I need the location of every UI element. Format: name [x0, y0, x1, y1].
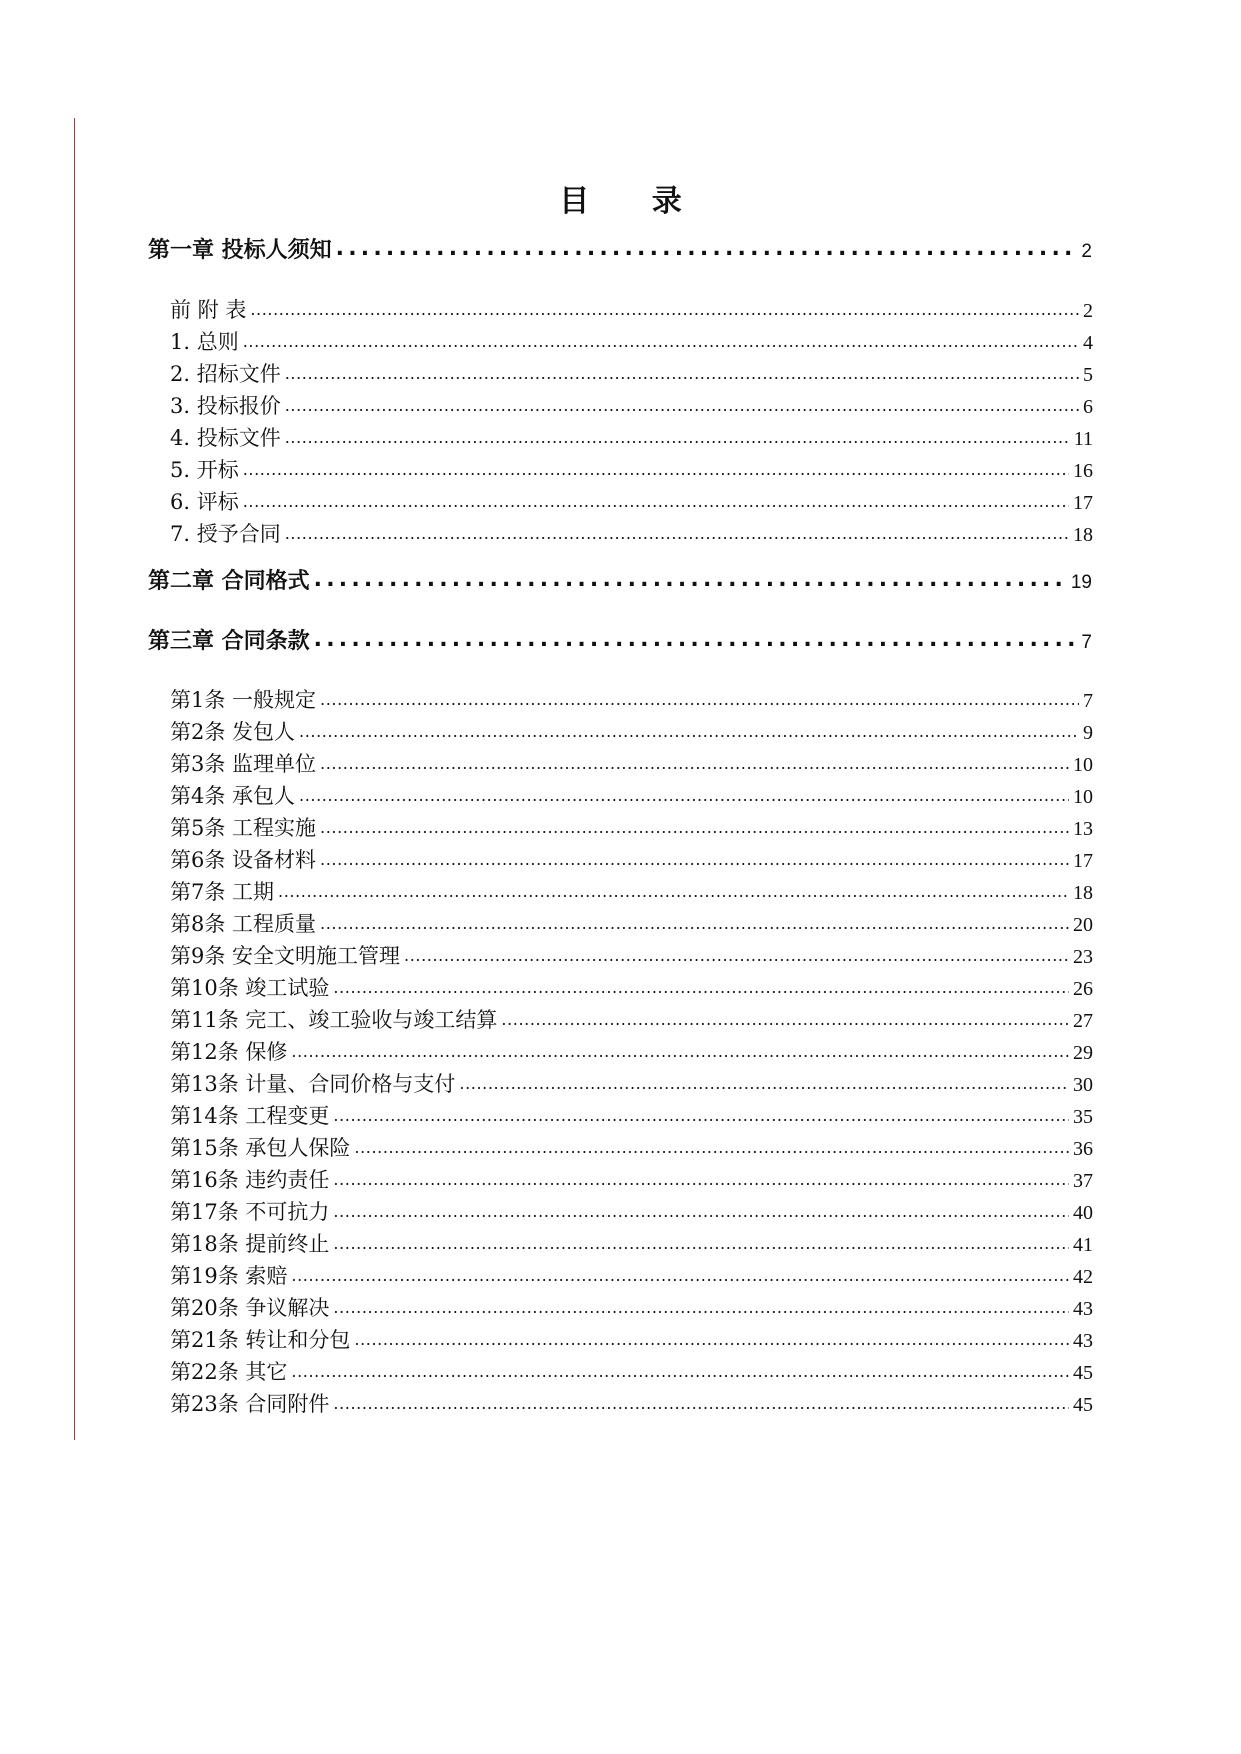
- toc-entry-label: 1. 总则: [170, 330, 239, 354]
- toc-entry-label: 第3条 监理单位: [170, 752, 317, 776]
- toc-entry-label: 2. 招标文件: [170, 362, 281, 386]
- toc-entry-label: 第19条 索赔: [170, 1264, 288, 1288]
- toc-page-number: 45: [1073, 1394, 1093, 1416]
- toc-entry[interactable]: [170, 1036, 1093, 1066]
- toc-entry-label: 第6条 设备材料: [170, 848, 317, 872]
- toc-entry[interactable]: [170, 486, 1093, 516]
- toc-entry[interactable]: [170, 876, 1093, 906]
- toc-entry[interactable]: [170, 1356, 1093, 1386]
- toc-page-number: 26: [1073, 978, 1093, 1000]
- toc-entry-label: 第9条 安全文明施工管理: [170, 944, 401, 968]
- toc-entry-label: 4. 投标文件: [170, 426, 281, 450]
- toc-page-number: 30: [1073, 1074, 1093, 1096]
- toc-dot-leader: [285, 520, 1069, 544]
- toc-dot-leader: [320, 686, 1079, 710]
- toc-dot-leader: [320, 846, 1069, 870]
- toc-entry[interactable]: [170, 748, 1093, 778]
- toc-dot-leader: [285, 424, 1070, 448]
- toc-dot-leader: [250, 296, 1079, 320]
- toc-entry[interactable]: [170, 422, 1093, 452]
- toc-entry-label: 7. 授予合同: [170, 522, 281, 546]
- toc-entry-label: 第15条 承包人保险: [170, 1136, 351, 1160]
- toc-dot-leader: [243, 328, 1079, 352]
- toc-dot-leader: [314, 627, 1078, 652]
- toc-dot-leader: [299, 782, 1069, 806]
- toc-page-number: 19: [1070, 572, 1092, 593]
- toc-dot-leader: [320, 750, 1069, 774]
- toc-dot-leader: [333, 974, 1069, 998]
- toc-dot-leader: [336, 236, 1078, 261]
- toc-dot-leader: [333, 1390, 1069, 1414]
- toc-entry-label: 第23条 合同附件: [170, 1392, 330, 1416]
- toc-chapter-label: 第三章 合同条款: [148, 629, 310, 654]
- toc-entry-label: 5. 开标: [170, 458, 239, 482]
- toc-entry[interactable]: [170, 1196, 1093, 1226]
- toc-entry[interactable]: [170, 780, 1093, 810]
- toc-entry[interactable]: [170, 1228, 1093, 1258]
- toc-page-number: 27: [1073, 1010, 1093, 1032]
- toc-page-number: 4: [1083, 332, 1093, 354]
- toc-entry-label: 第14条 工程变更: [170, 1104, 330, 1128]
- toc-page-number: 13: [1073, 818, 1093, 840]
- page-title: 目 录: [559, 184, 708, 219]
- toc-entry-label: 第21条 转让和分包: [170, 1328, 351, 1352]
- toc-dot-leader: [333, 1230, 1069, 1254]
- toc-page-number: 2: [1081, 241, 1092, 262]
- toc-entry-label: 第1条 一般规定: [170, 688, 317, 712]
- toc-page-number: 11: [1073, 428, 1093, 450]
- toc-page-number: 29: [1073, 1042, 1093, 1064]
- toc-page-number: 42: [1073, 1266, 1093, 1288]
- toc-entry-label: 第18条 提前终止: [170, 1232, 330, 1256]
- toc-dot-leader: [291, 1262, 1069, 1286]
- margin-rule: [74, 118, 75, 1440]
- toc-entry[interactable]: [170, 1388, 1093, 1418]
- toc-page-number: 18: [1073, 524, 1093, 546]
- toc-page-number: 17: [1073, 492, 1093, 514]
- toc-entry[interactable]: [170, 1292, 1093, 1322]
- toc-entry-label: 第12条 保修: [170, 1040, 288, 1064]
- toc-page-number: 16: [1073, 460, 1093, 482]
- toc-dot-leader: [333, 1198, 1069, 1222]
- toc-entry[interactable]: [170, 390, 1093, 420]
- toc-chapter-label: 第二章 合同格式: [148, 569, 310, 594]
- toc-page-number: 6: [1083, 396, 1093, 418]
- toc-page-number: 17: [1073, 850, 1093, 872]
- toc-dot-leader: [278, 878, 1069, 902]
- toc-page-number: 18: [1073, 882, 1093, 904]
- toc-entry-label: 第8条 工程质量: [170, 912, 317, 936]
- toc-entry[interactable]: [170, 1132, 1093, 1162]
- toc-entry-label: 6. 评标: [170, 490, 239, 514]
- toc-dot-leader: [333, 1294, 1069, 1318]
- toc-entry[interactable]: [170, 908, 1093, 938]
- toc-page-number: 20: [1073, 914, 1093, 936]
- toc-dot-leader: [314, 567, 1067, 592]
- toc-dot-leader: [291, 1038, 1069, 1062]
- toc-entry[interactable]: [170, 294, 1093, 324]
- toc-page-number: 43: [1073, 1298, 1093, 1320]
- toc-entry-label: 3. 投标报价: [170, 394, 281, 418]
- toc-entry[interactable]: [170, 684, 1093, 714]
- toc-entry-label: 第5条 工程实施: [170, 816, 317, 840]
- toc-dot-leader: [501, 1006, 1069, 1030]
- toc-entry[interactable]: [170, 1324, 1093, 1354]
- toc-page-number: 7: [1081, 632, 1092, 653]
- toc-dot-leader: [320, 910, 1069, 934]
- toc-dot-leader: [404, 942, 1069, 966]
- toc-page-number: 23: [1073, 946, 1093, 968]
- toc-entry-label: 第2条 发包人: [170, 720, 296, 744]
- toc-chapter[interactable]: [148, 624, 1092, 655]
- toc-page-number: 5: [1083, 364, 1093, 386]
- toc-entry[interactable]: [170, 844, 1093, 874]
- toc-dot-leader: [285, 360, 1079, 384]
- toc-entry[interactable]: [170, 1100, 1093, 1130]
- toc-entry[interactable]: [170, 716, 1093, 746]
- toc-entry-label: 前 附 表: [170, 298, 247, 322]
- toc-entry[interactable]: [170, 940, 1093, 970]
- toc-page-number: 7: [1083, 690, 1093, 712]
- toc-dot-leader: [291, 1358, 1069, 1382]
- toc-dot-leader: [354, 1134, 1069, 1158]
- toc-entry-label: 第11条 完工、竣工验收与竣工结算: [170, 1008, 498, 1032]
- toc-entry[interactable]: [170, 1068, 1093, 1098]
- toc-entry[interactable]: [170, 812, 1093, 842]
- toc-page-number: 41: [1073, 1234, 1093, 1256]
- toc-dot-leader: [459, 1070, 1069, 1094]
- toc-dot-leader: [333, 1166, 1069, 1190]
- toc-entry-label: 第17条 不可抗力: [170, 1200, 330, 1224]
- toc-page-number: 45: [1073, 1362, 1093, 1384]
- toc-page-number: 2: [1083, 300, 1093, 322]
- toc-entry[interactable]: [170, 1004, 1093, 1034]
- toc-entry-label: 第7条 工期: [170, 880, 275, 904]
- toc-entry[interactable]: [170, 326, 1093, 356]
- toc-entry[interactable]: [170, 454, 1093, 484]
- toc-chapter-label: 第一章 投标人须知: [148, 238, 332, 263]
- toc-entry-label: 第4条 承包人: [170, 784, 296, 808]
- toc-page-number: 10: [1073, 754, 1093, 776]
- toc-entry[interactable]: [170, 358, 1093, 388]
- toc-entry[interactable]: [170, 518, 1093, 548]
- toc-page-number: 9: [1083, 722, 1093, 744]
- toc-page-number: 36: [1073, 1138, 1093, 1160]
- toc-chapter[interactable]: [148, 564, 1092, 595]
- toc-entry[interactable]: [170, 1260, 1093, 1290]
- toc-page-number: 40: [1073, 1202, 1093, 1224]
- toc-entry[interactable]: [170, 1164, 1093, 1194]
- toc-entry-label: 第20条 争议解决: [170, 1296, 330, 1320]
- toc-entry-label: 第22条 其它: [170, 1360, 288, 1384]
- toc-dot-leader: [333, 1102, 1069, 1126]
- toc-dot-leader: [243, 488, 1069, 512]
- toc-entry-label: 第16条 违约责任: [170, 1168, 330, 1192]
- toc-page-number: 35: [1073, 1106, 1093, 1128]
- toc-dot-leader: [354, 1326, 1069, 1350]
- toc-entry[interactable]: [170, 972, 1093, 1002]
- toc-dot-leader: [299, 718, 1079, 742]
- toc-page-number: 37: [1073, 1170, 1093, 1192]
- toc-page-number: 10: [1073, 786, 1093, 808]
- toc-chapter[interactable]: [148, 233, 1092, 264]
- toc-dot-leader: [243, 456, 1069, 480]
- toc-dot-leader: [285, 392, 1079, 416]
- toc-entry-label: 第10条 竣工试验: [170, 976, 330, 1000]
- toc-dot-leader: [320, 814, 1069, 838]
- toc-page-number: 43: [1073, 1330, 1093, 1352]
- toc-entry-label: 第13条 计量、合同价格与支付: [170, 1072, 456, 1096]
